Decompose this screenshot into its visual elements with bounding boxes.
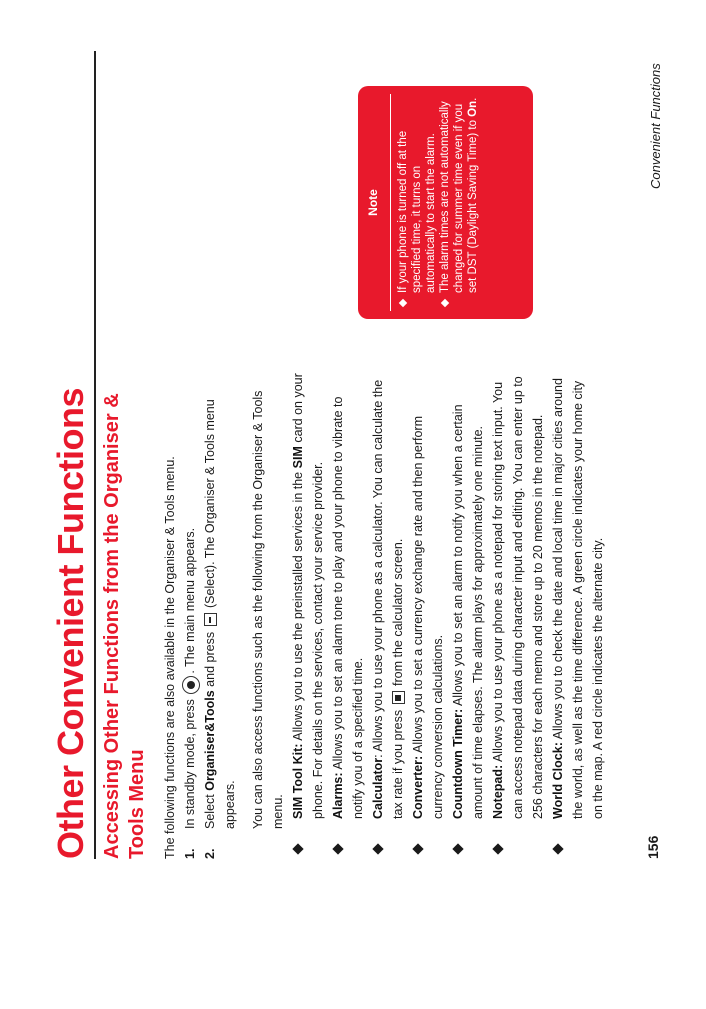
function-text: Allows you to set an alarm to notify you when a certain amount of time elapses. The alarm plays for approximately one minute. xyxy=(451,404,485,819)
function-term: SIM Tool Kit: xyxy=(291,743,305,819)
note-divider xyxy=(390,94,391,311)
bullet-diamond-icon xyxy=(332,843,343,854)
function-term: Converter: xyxy=(411,755,425,819)
list-item xyxy=(288,369,328,859)
note-text: If your phone is turned off at the specified time, it turns on automatically to start the alarm. xyxy=(397,130,437,293)
top-rule xyxy=(94,51,96,859)
page-title: Other Convenient Functions xyxy=(50,387,91,859)
function-text: card on your phone. For details on the services, contact your service provider. xyxy=(291,373,325,819)
page-number: 156 xyxy=(645,835,661,859)
step-text: Select xyxy=(203,790,217,829)
note-list xyxy=(396,97,480,307)
function-term: Notepad: xyxy=(491,764,505,819)
step-number: 2. xyxy=(203,848,217,859)
bullet-diamond-icon xyxy=(412,843,423,854)
function-term: SIM xyxy=(291,446,305,469)
step-2 xyxy=(200,369,240,859)
note-text: The alarm times are not automatically changed for summer time even if you set DST (Daylight Saving Time) to xyxy=(439,101,479,293)
step-text: and press xyxy=(203,628,217,691)
step-1 xyxy=(180,369,200,859)
function-list xyxy=(288,369,608,859)
menu-item-name: Organiser&Tools xyxy=(203,690,217,791)
calculator-key-icon xyxy=(392,691,405,704)
step-text: In standby mode, press xyxy=(183,699,197,829)
bullet-diamond-icon xyxy=(492,843,503,854)
list-item xyxy=(328,369,368,859)
function-text: Allows you to check the date and local time in major cities around the world, as well as the time difference. A green circle indicates your home city on the map. A red circle indicates the alternate city. xyxy=(551,378,605,819)
note-box xyxy=(358,86,533,319)
step-text: . The main menu appears. xyxy=(183,527,197,674)
step-text: (Select). The Organiser & Tools menu appears. xyxy=(203,399,237,829)
list-item xyxy=(408,369,448,859)
step-number: 1. xyxy=(183,848,197,859)
footer-chapter-title: Convenient Functions xyxy=(648,63,663,189)
bullet-diamond-icon xyxy=(552,843,563,854)
bullet-diamond-icon xyxy=(441,299,449,307)
note-title: Note xyxy=(366,189,380,216)
section-title: Accessing Other Functions from the Organiser & Tools Menu xyxy=(101,393,148,859)
function-term: World Clock: xyxy=(551,742,565,819)
list-item xyxy=(488,369,548,859)
bullet-diamond-icon xyxy=(452,843,463,854)
function-term: Alarms: xyxy=(331,772,345,819)
list-item xyxy=(548,369,608,859)
list-item xyxy=(448,369,488,859)
function-text: : Allows you to use your phone as a calculator. You can calculate the tax rate if you press xyxy=(371,379,405,819)
bullet-diamond-icon xyxy=(372,843,383,854)
intro-text: The following functions are also available in the Organiser & Tools menu. xyxy=(163,456,177,859)
function-text: from the calculator screen. xyxy=(391,538,405,690)
note-item xyxy=(438,97,480,307)
navigation-key-icon xyxy=(182,676,200,694)
list-item xyxy=(368,369,408,859)
spacer xyxy=(160,363,161,364)
function-text: Allows you to use the preinstalled services in the xyxy=(291,468,305,744)
function-text: Allows you to set an alarm tone to play and your phone to vibrate to notify you of a specified time. xyxy=(331,396,365,819)
body-content xyxy=(160,369,608,859)
bullet-diamond-icon xyxy=(292,843,303,854)
function-text: Allows you to use your phone as a notepad for storing text input. You can access notepad data during character input and editing. You can enter up to 256 characters for each memo and store up to 20 memos in the notepad. xyxy=(491,376,545,819)
function-term: Calculator xyxy=(371,757,385,819)
soft-key-icon xyxy=(204,613,217,626)
note-text: . xyxy=(467,97,479,101)
note-item xyxy=(396,97,438,307)
function-text: Allows you to set a currency exchange rate and then perform currency conversion calculations. xyxy=(411,416,445,819)
access-text: You can also access functions such as the following from the Organiser & Tools menu. xyxy=(251,390,285,829)
bullet-diamond-icon xyxy=(399,299,407,307)
note-bold-text: On xyxy=(467,100,479,117)
function-term: Countdown Timer: xyxy=(451,708,465,819)
